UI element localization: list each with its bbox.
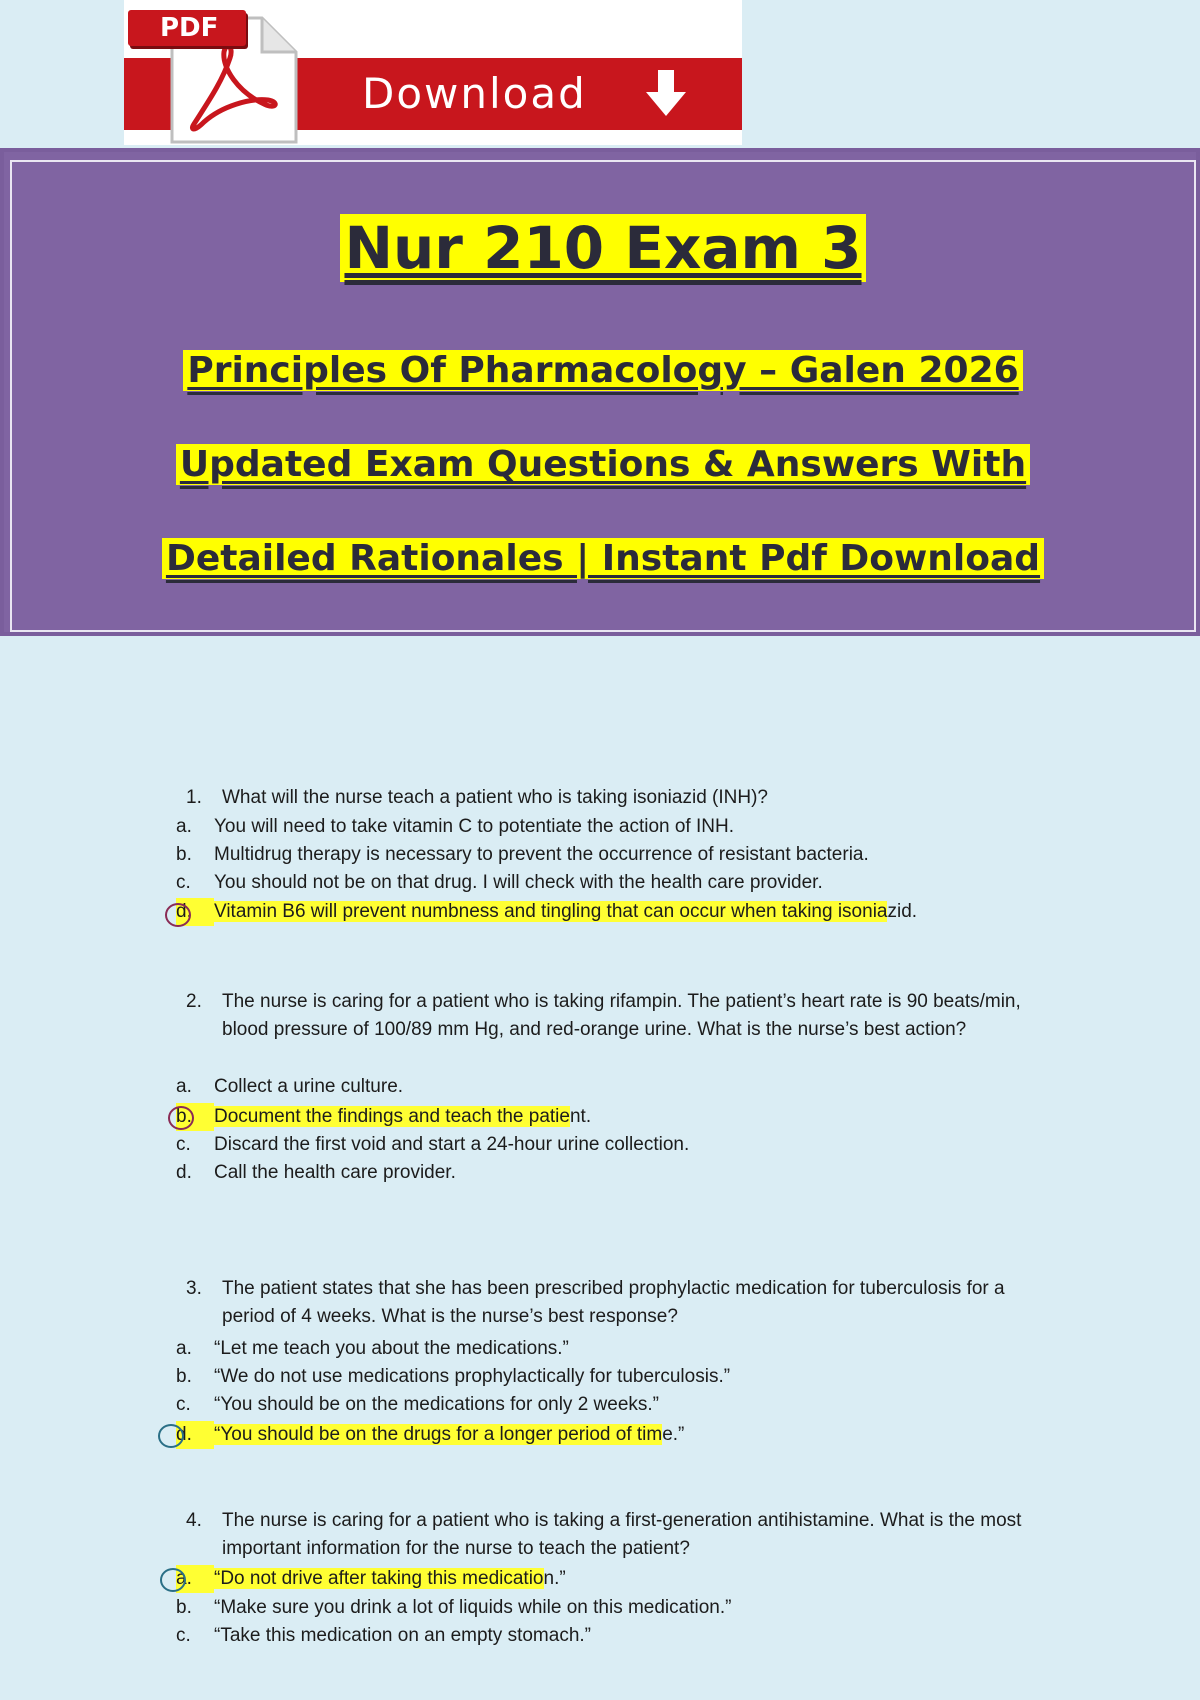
question-3: [186, 1275, 1046, 1331]
option-text: “Make sure you drink a lot of liquids while on this medication.”: [214, 1597, 732, 1618]
option-letter: a.: [176, 1076, 192, 1097]
option-2a[interactable]: [176, 1073, 403, 1101]
answer-highlight: “Do not drive after taking this medicatio: [214, 1568, 544, 1589]
option-text-rest: nt.: [569, 1106, 592, 1127]
option-letter: a.: [176, 1338, 192, 1359]
answer-circle-mark: [160, 1568, 186, 1592]
option-letter: c.: [176, 1625, 191, 1646]
option-text: “We do not use medications prophylactically for tuberculosis.”: [214, 1366, 731, 1387]
answer-highlight: Document the findings and teach the patie: [214, 1106, 570, 1127]
question-text: The patient states that she has been prescribed prophylactic medication for tuberculosis for a period of 4 weeks. What is the nurse’s best response?: [222, 1278, 1005, 1327]
question-number: 1.: [186, 787, 202, 808]
option-3d-correct[interactable]: [176, 1421, 684, 1449]
subtitle-line-1: Principles Of Pharmacology – Galen 2026: [12, 350, 1194, 391]
option-4a-correct[interactable]: [176, 1565, 566, 1593]
option-2d[interactable]: [176, 1159, 456, 1187]
option-2b-correct[interactable]: [176, 1103, 591, 1131]
download-label[interactable]: Download: [362, 69, 587, 118]
exam-title: Nur 210 Exam 3: [12, 214, 1194, 282]
option-letter: d.: [176, 1162, 192, 1183]
answer-circle-mark: [168, 1106, 194, 1130]
question-2: [186, 988, 1046, 1044]
option-1c[interactable]: [176, 869, 823, 897]
option-letter: c.: [176, 872, 191, 893]
question-number: 3.: [186, 1278, 202, 1299]
option-text: Discard the first void and start a 24-hour urine collection.: [214, 1134, 690, 1155]
option-4c[interactable]: [176, 1622, 591, 1650]
option-letter: b.: [176, 1366, 192, 1387]
answer-highlight: Vitamin B6 will prevent numbness and tingling that can occur when taking isonia: [214, 901, 888, 922]
option-3c[interactable]: [176, 1391, 659, 1419]
subtitle-line-3: Detailed Rationales | Instant Pdf Download: [12, 538, 1194, 579]
question-text: What will the nurse teach a patient who is taking isoniazid (INH)?: [222, 787, 768, 808]
download-arrow-icon[interactable]: [644, 68, 688, 125]
pdf-tag: PDF: [128, 10, 246, 46]
option-3a[interactable]: [176, 1335, 569, 1363]
option-1b[interactable]: [176, 841, 869, 869]
option-1d-correct[interactable]: [176, 898, 917, 926]
option-text: You should not be on that drug. I will check with the health care provider.: [214, 872, 823, 893]
answer-circle-mark: [158, 1424, 184, 1448]
option-letter: a.: [176, 816, 192, 837]
question-number: 2.: [186, 991, 202, 1012]
download-banner[interactable]: [124, 0, 742, 145]
option-text: Call the health care provider.: [214, 1162, 456, 1183]
option-letter: d.: [176, 898, 214, 926]
answer-circle-mark: [165, 903, 191, 927]
option-text: “You should be on the medications for only 2 weeks.”: [214, 1394, 660, 1415]
option-3b[interactable]: [176, 1363, 730, 1391]
option-2c[interactable]: [176, 1131, 689, 1159]
option-letter: c.: [176, 1394, 191, 1415]
option-letter: b.: [176, 1597, 192, 1618]
title-box: [0, 148, 1200, 636]
answer-highlight: “You should be on the drugs for a longer period of tim: [214, 1424, 663, 1445]
option-letter: d.: [176, 1421, 214, 1449]
option-letter: c.: [176, 1134, 191, 1155]
title-frame: [10, 160, 1196, 632]
option-letter: b.: [176, 844, 192, 865]
option-text: Collect a urine culture.: [214, 1076, 404, 1097]
question-text: The nurse is caring for a patient who is taking a first-generation antihistamine. What is the most important information for the nurse to teach the patient?: [222, 1510, 1022, 1559]
question-1: [186, 784, 1046, 812]
option-4b[interactable]: [176, 1594, 731, 1622]
option-text: “Take this medication on an empty stomach.”: [214, 1625, 592, 1646]
option-text: You will need to take vitamin C to potentiate the action of INH.: [214, 816, 734, 837]
option-text: Multidrug therapy is necessary to prevent the occurrence of resistant bacteria.: [214, 844, 869, 865]
option-1a[interactable]: [176, 813, 734, 841]
option-text-rest: zid.: [887, 901, 918, 922]
option-letter: b.: [176, 1103, 214, 1131]
question-text: The nurse is caring for a patient who is taking rifampin. The patient’s heart rate is 90 beats/min, blood pressure of 100/89 mm Hg, and red-orange urine. What is the nurse’s best action?: [222, 991, 1021, 1040]
subtitle-line-2: Updated Exam Questions & Answers With: [12, 444, 1194, 485]
option-text: “Let me teach you about the medications.”: [214, 1338, 569, 1359]
question-4: [186, 1507, 1046, 1563]
question-number: 4.: [186, 1510, 202, 1531]
option-text-rest: e.”: [662, 1424, 685, 1445]
option-letter: a.: [176, 1565, 214, 1593]
option-text-rest: n.”: [543, 1568, 566, 1589]
